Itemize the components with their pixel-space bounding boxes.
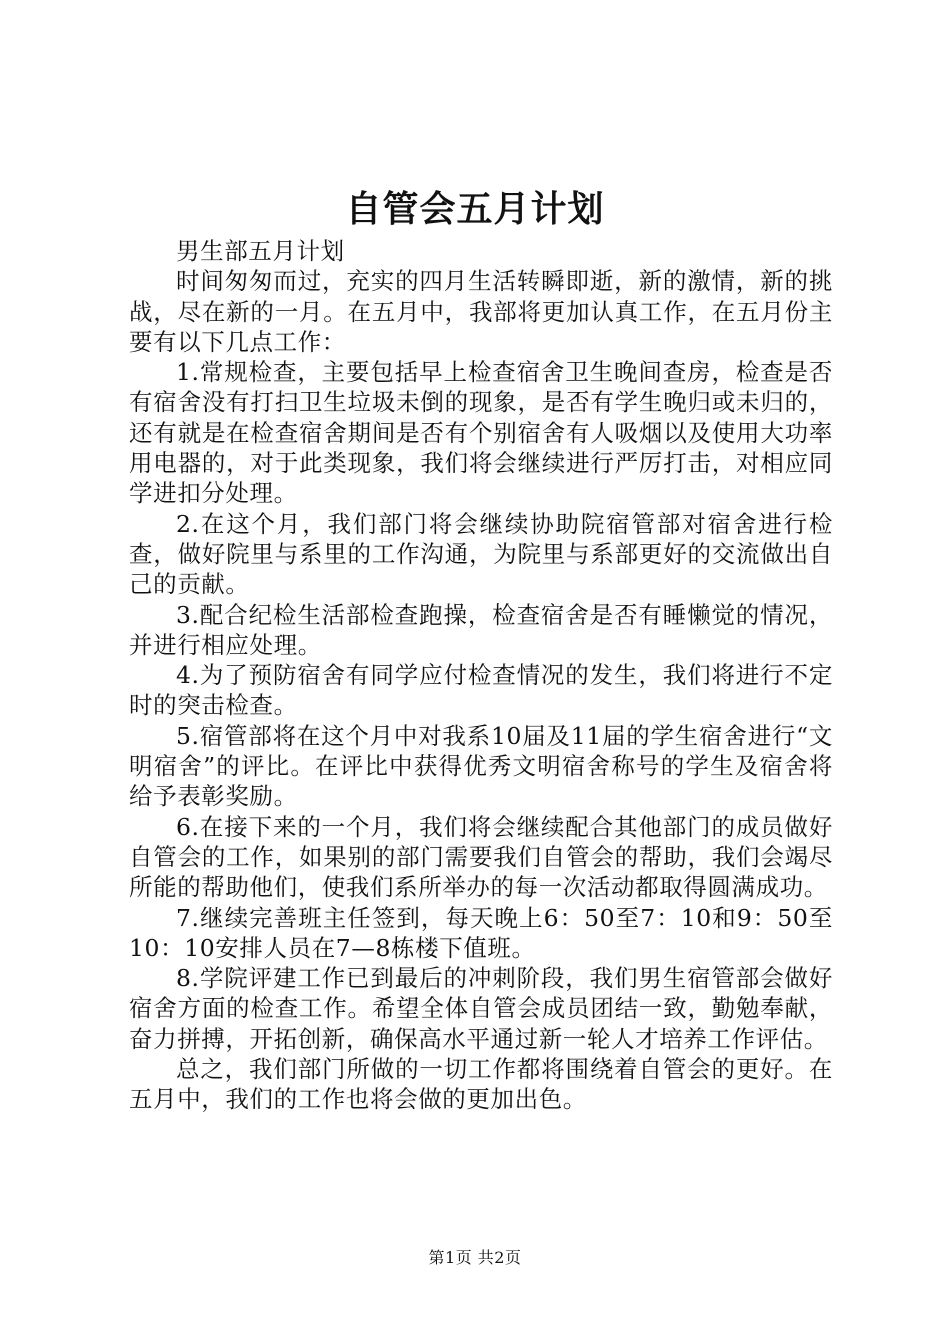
page-number-footer: 第1页 共2页 bbox=[428, 1248, 522, 1267]
paragraph-item-3: 3.配合纪检生活部检查跑操，检查宿舍是否有睡懒觉的情况，并进行相应处理。 bbox=[129, 600, 833, 659]
paragraph-intro: 时间匆匆而过，充实的四月生活转瞬即逝，新的激情，新的挑战，尽在新的一月。在五月中，我部将更加认真工作，在五月份主要有以下几点工作： bbox=[129, 267, 833, 356]
paragraph-subtitle: 男生部五月计划 bbox=[176, 237, 345, 265]
paragraph-item-6: 6.在接下来的一个月，我们将会继续配合其他部门的成员做好自管会的工作，如果别的部门需要我们自管会的帮助，我们会竭尽所能的帮助他们，使我们系所举办的每一次活动都取得圆满成功。 bbox=[129, 812, 833, 902]
paragraph-item-5: 5.宿管部将在这个月中对我系10届及11届的学生宿舍进行“文明宿舍”的评比。在评比中获得优秀文明宿舍称号的学生及宿舍将给予表彰奖励。 bbox=[129, 721, 833, 811]
paragraph-item-1: 1.常规检查，主要包括早上检查宿舍卫生晚间查房，检查是否有宿舍没有打扫卫生垃圾未倒的现象，是否有学生晚归或未归的，还有就是在检查宿舍期间是否有个别宿舍有人吸烟以及使用大功率用电器的，对于此类现象，我们将会继续进行严厉打击，对相应同学进扣分处理。 bbox=[129, 358, 833, 508]
paragraph-item-4: 4.为了预防宿舍有同学应付检查情况的发生，我们将进行不定时的突击检查。 bbox=[129, 661, 833, 720]
paragraph-conclusion: 总之，我们部门所做的一切工作都将围绕着自管会的更好。在五月中，我们的工作也将会做的更加出色。 bbox=[129, 1055, 833, 1114]
paragraph-item-2: 2.在这个月，我们部门将会继续协助院宿管部对宿舍进行检查，做好院里与系里的工作沟通，为院里与系部更好的交流做出自己的贡献。 bbox=[129, 509, 833, 599]
document-body bbox=[129, 236, 833, 1115]
paragraph-item-8: 8.学院评建工作已到最后的冲刺阶段，我们男生宿管部会做好宿舍方面的检查工作。希望全体自管会成员团结一致，勤勉奉献，奋力拼搏，开拓创新，确保高水平通过新一轮人才培养工作评估。 bbox=[129, 964, 833, 1053]
paragraph-item-7: 7.继续完善班主任签到，每天晚上6：50至7：10和9：50至10：10安排人员在7—8栋楼下值班。 bbox=[129, 903, 833, 962]
document-title: 自管会五月计划 bbox=[345, 188, 605, 230]
